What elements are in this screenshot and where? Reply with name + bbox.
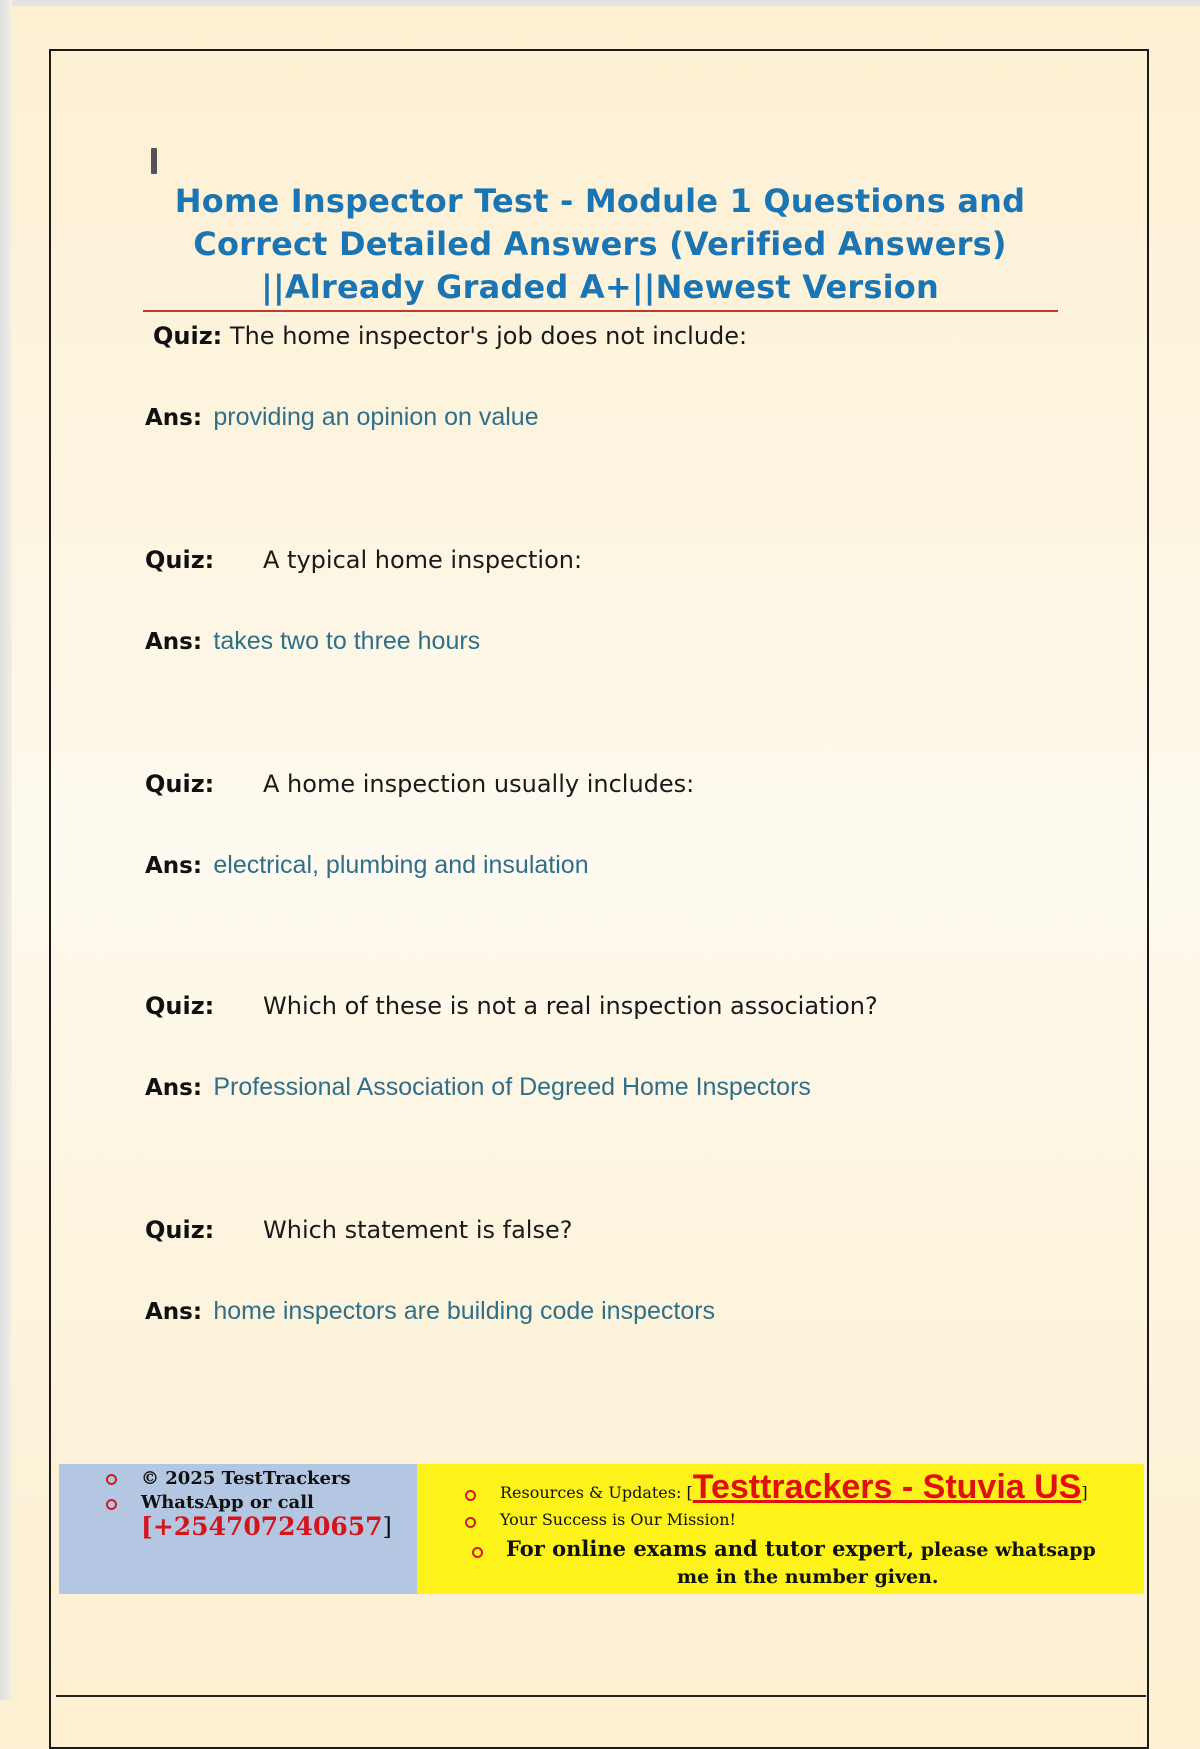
footer-phone-line bbox=[141, 1512, 392, 1541]
quiz-2 bbox=[145, 546, 583, 574]
answer-text: takes two to three hours bbox=[213, 627, 481, 655]
ans-label: Ans: bbox=[145, 1299, 203, 1325]
title-line-1: Home Inspector Test - Module 1 Questions and bbox=[174, 182, 1026, 220]
answer-3 bbox=[145, 851, 589, 880]
quiz-question: A typical home inspection: bbox=[263, 546, 583, 574]
quiz-5 bbox=[145, 1216, 573, 1244]
answer-5 bbox=[145, 1297, 715, 1326]
tutor-text-b: please whatsapp bbox=[914, 1539, 1096, 1561]
viewer-top-edge bbox=[0, 0, 1200, 6]
quiz-label: Quiz: bbox=[145, 1216, 215, 1244]
footer-contact-label: WhatsApp or call bbox=[141, 1492, 314, 1513]
title-line-3: ||Already Graded A+||Newest Version bbox=[261, 268, 939, 306]
bullet-icon bbox=[472, 1547, 483, 1558]
answer-2 bbox=[145, 627, 480, 656]
answer-1 bbox=[145, 403, 539, 432]
quiz-1 bbox=[153, 322, 747, 350]
quiz-question: A home inspection usually includes: bbox=[263, 770, 695, 798]
footer-resources-line bbox=[500, 1468, 1088, 1507]
quiz-label: Quiz: bbox=[145, 546, 215, 574]
page-bottom-rule bbox=[56, 1695, 1146, 1697]
phone-close-bracket: ] bbox=[382, 1513, 392, 1541]
quiz-question: Which of these is not a real inspection association? bbox=[263, 992, 878, 1020]
bullet-icon bbox=[106, 1474, 117, 1485]
document-title bbox=[145, 180, 1055, 309]
bullet-icon bbox=[465, 1517, 476, 1528]
quiz-4 bbox=[145, 992, 878, 1020]
bullet-icon bbox=[465, 1490, 476, 1501]
quiz-question: Which statement is false? bbox=[263, 1216, 573, 1244]
footer-tutor-line-1 bbox=[506, 1536, 1096, 1561]
ans-label: Ans: bbox=[145, 853, 203, 879]
title-underline bbox=[143, 310, 1058, 312]
footer-resources-box bbox=[417, 1464, 1144, 1594]
viewer-left-edge bbox=[0, 0, 12, 1700]
resources-close-bracket: ] bbox=[1081, 1483, 1088, 1502]
quiz-question: The home inspector's job does not include: bbox=[229, 322, 748, 350]
footer-mission: Your Success is Our Mission! bbox=[500, 1510, 736, 1529]
quiz-3 bbox=[145, 770, 695, 798]
footer-tutor-line-2: me in the number given. bbox=[677, 1566, 939, 1588]
phone-number[interactable]: +254707240657 bbox=[152, 1512, 383, 1541]
text-cursor-mark bbox=[151, 148, 157, 174]
quiz-label: Quiz: bbox=[145, 992, 215, 1020]
ans-label: Ans: bbox=[145, 629, 203, 655]
resources-label: Resources & Updates: [ bbox=[500, 1483, 693, 1502]
answer-text: providing an opinion on value bbox=[213, 403, 539, 431]
phone-open-bracket: [ bbox=[141, 1512, 153, 1541]
answer-text: electrical, plumbing and insulation bbox=[213, 851, 589, 879]
tutor-text-a: For online exams and tutor expert, bbox=[506, 1536, 915, 1561]
bullet-icon bbox=[106, 1499, 117, 1510]
title-line-2: Correct Detailed Answers (Verified Answers) bbox=[193, 225, 1007, 263]
answer-text: home inspectors are building code inspectors bbox=[213, 1297, 716, 1325]
footer-contact-box bbox=[59, 1464, 417, 1594]
ans-label: Ans: bbox=[145, 1075, 203, 1101]
ans-label: Ans: bbox=[145, 405, 203, 431]
answer-text: Professional Association of Degreed Home Inspectors bbox=[213, 1073, 811, 1101]
answer-4 bbox=[145, 1073, 811, 1102]
resources-link[interactable]: Testtrackers - Stuvia US bbox=[692, 1468, 1082, 1506]
quiz-label: Quiz: bbox=[145, 770, 215, 798]
footer-copyright: © 2025 TestTrackers bbox=[141, 1468, 351, 1489]
quiz-label: Quiz: bbox=[153, 322, 223, 350]
